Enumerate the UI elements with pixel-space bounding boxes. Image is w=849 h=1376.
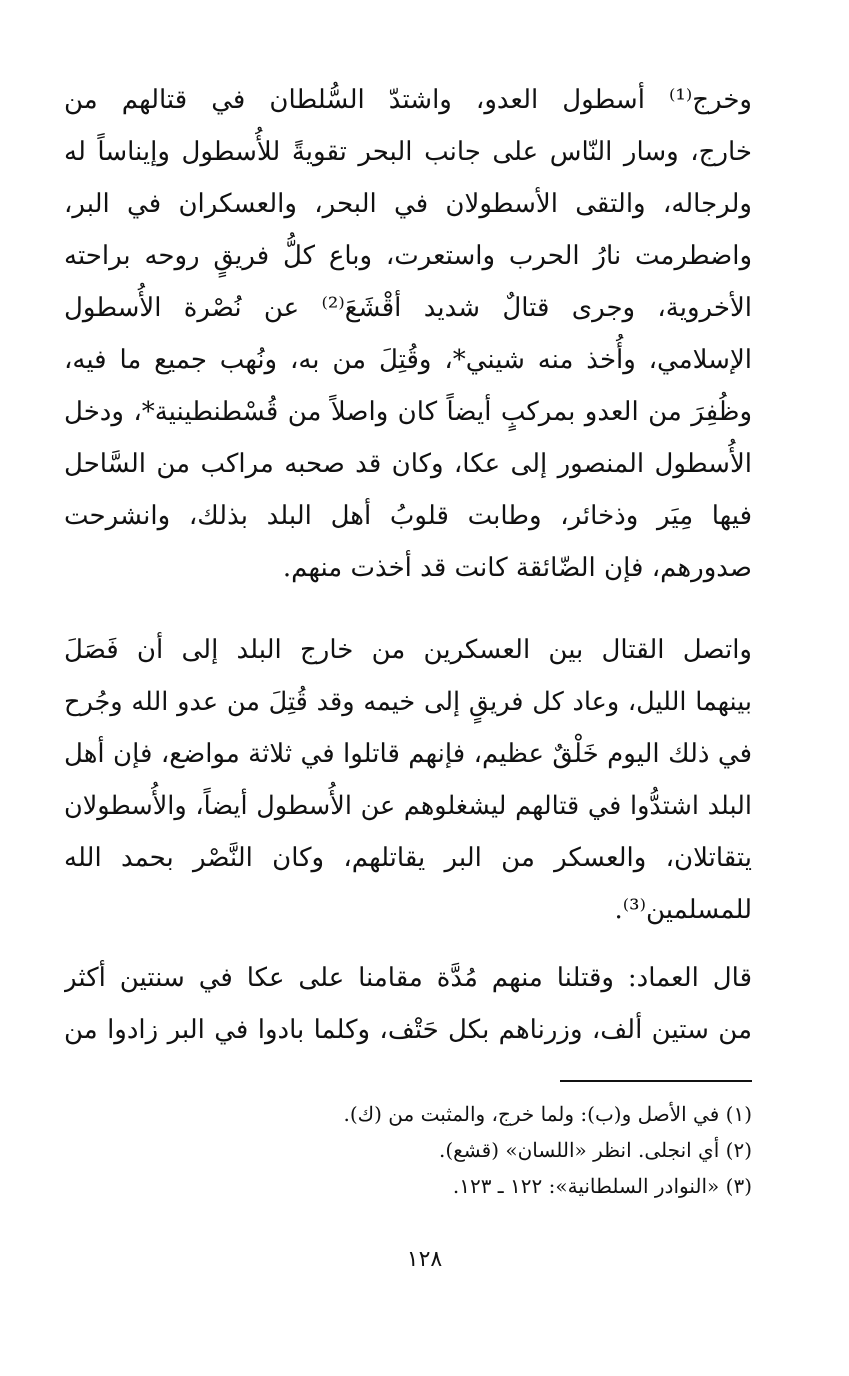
page-number: ١٢٨ — [406, 1247, 443, 1272]
text-line: ولرجاله، والتقى الأسطولان في البحر، والعسكران في البر، — [64, 189, 752, 219]
footnote-1: (١) في الأصل و(ب): ولما خرج، والمثبت من (ك). — [343, 1102, 752, 1126]
text-line: البلد اشتدُّوا في قتالهم ليشغلوهم عن الأُسطول أيضاً، والأُسطولان — [64, 791, 752, 821]
text-line: قال العماد: وقتلنا منهم مُدَّة مقامنا على عكا في سنتين أكثر — [64, 963, 752, 993]
paragraph-2 — [64, 624, 752, 936]
text-line: بينهما الليل، وعاد كل فريقٍ إلى خيمه وقد قُتِلَ من عدو الله وجُرح — [64, 687, 752, 717]
text-line: صدورهم، فإن الضّائقة كانت قد أخذت منهم. — [282, 553, 752, 583]
footnotes — [300, 1096, 752, 1204]
text-line: الإسلامي، وأُخذ منه شيني*، وقُتِلَ من به، ونُهب جميع ما فيه، — [64, 345, 752, 375]
text-line: للمسلمين⁽³⁾. — [614, 895, 752, 925]
text-line: يتقاتلان، والعسكر من البر يقاتلهم، وكان النَّصْر بحمد الله — [64, 843, 752, 873]
text-line: الأُسطول المنصور إلى عكا، وكان قد صحبه مراكب من السَّاحل — [64, 449, 752, 479]
paragraph-3 — [64, 952, 752, 1056]
text-line: الأخروية، وجرى قتالٌ شديد أقْشَعَ⁽²⁾ عن نُصْرة الأُسطول — [64, 293, 752, 323]
text-line: واضطرمت نارُ الحرب واستعرت، وباع كلُّ فريقٍ روحه براحته — [64, 241, 752, 271]
text-line: من ستين ألف، وزرناهم بكل حَتْف، وكلما بادوا في البر زادوا من — [64, 1015, 752, 1045]
text-line: واتصل القتال بين العسكرين من خارج البلد إلى أن فَصَلَ — [64, 635, 752, 665]
text-line: فيها مِيَر وذخائر، وطابت قلوبُ أهل البلد بذلك، وانشرحت — [64, 501, 752, 531]
text-line: خارج، وسار النّاس على جانب البحر تقويةً للأُسطول وإيناساً له — [64, 137, 752, 167]
text-line: في ذلك اليوم خَلْقٌ عظيم، فإنهم قاتلوا في ثلاثة مواضع، فإن أهل — [64, 739, 752, 769]
footnote-2: (٢) أي انجلى. انظر «اللسان» (قشع). — [439, 1138, 752, 1162]
footnote-3: (٣) «النوادر السلطانية»: ١٢٢ ـ ١٢٣. — [452, 1174, 752, 1198]
text-line: وظُفِرَ من العدو بمركبٍ أيضاً كان واصلاً من قُسْطنطينية*، ودخل — [64, 397, 752, 427]
footnote-divider — [560, 1080, 752, 1082]
paragraph-1 — [64, 74, 752, 594]
text-line: وخرج⁽¹⁾ أسطول العدو، واشتدّ السُّلطان في قتالهم من — [64, 85, 752, 115]
